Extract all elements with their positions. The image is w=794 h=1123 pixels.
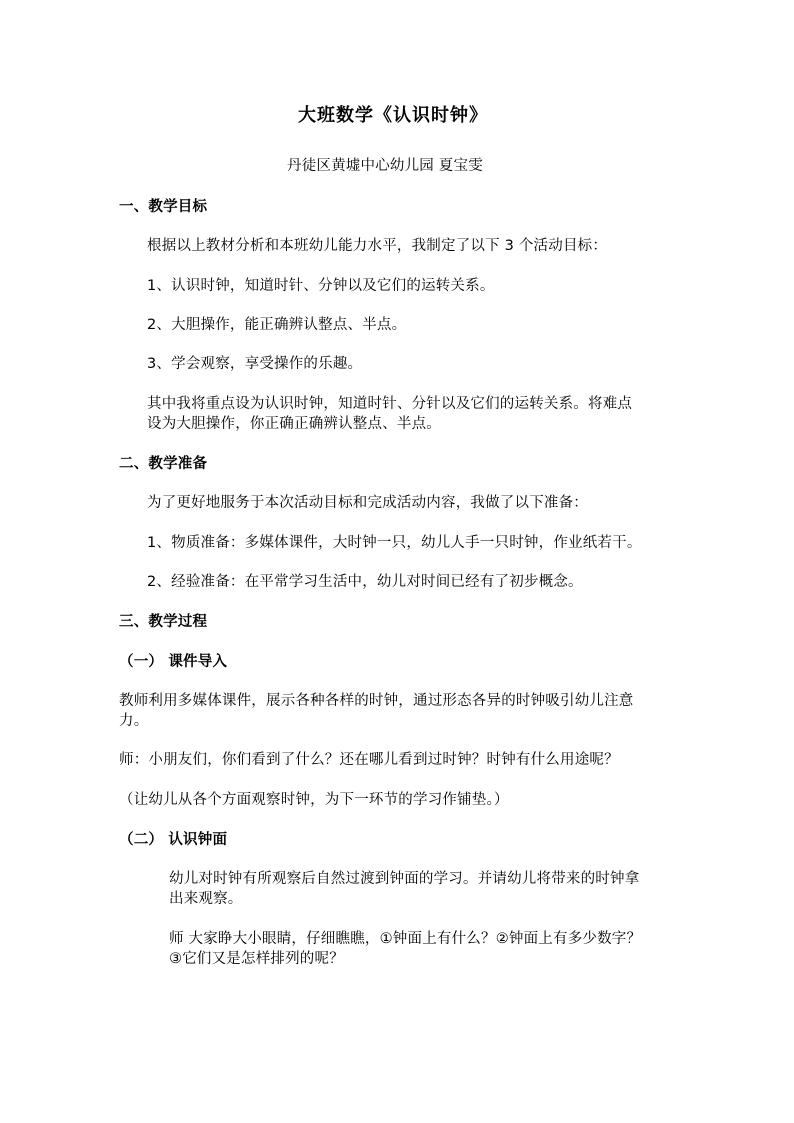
part1-para-line1: 教师利用多媒体课件，展示各种各样的时钟，通过形态各异的时钟吸引幼儿注意 [119,693,634,709]
prep-item-1: 1、物质准备：多媒体课件，大时钟一只，幼儿人手一只时钟，作业纸若干。 [147,535,642,551]
goal-item-3: 3、学会观察，享受操作的乐趣。 [147,356,363,372]
author-line: 丹徒区黄墟中心幼儿园 夏宝雯 [287,158,483,174]
part1-para-line2: 力。 [119,713,149,729]
part2-question-line2: ③它们又是怎样排列的呢？ [169,951,344,967]
section1-intro: 根据以上教材分析和本班幼儿能力水平，我制定了以下 3 个活动目标： [147,238,608,254]
goal-item-2: 2、大胆操作，能正确辨认整点、半点。 [147,317,407,333]
section1-summary-line2: 设为大胆操作，你正确正确辨认整点、半点。 [147,416,441,432]
part2-question-line1: 师 大家睁大小眼睛，仔细瞧瞧，①钟面上有什么？②钟面上有多少数字？ [169,931,642,947]
section1-heading: 一、教学目标 [119,199,208,215]
part2-para-line1: 幼儿对时钟有所观察后自然过渡到钟面的学习。并请幼儿将带来的时钟拿 [169,871,640,887]
prep-item-2: 2、经验准备：在平常学习生活中，幼儿对时间已经有了初步概念。 [147,574,583,590]
section2-heading: 二、教学准备 [119,456,208,472]
section1-summary-line1: 其中我将重点设为认识时钟，知道时针、分针以及它们的运转关系。将难点 [147,396,633,412]
document-title: 大班数学《认识时钟》 [298,105,488,126]
part2-para-line2: 出来观察。 [169,891,243,907]
part1-heading: （一） 课件导入 [119,654,228,670]
goal-item-1: 1、认识时钟，知道时针、分钟以及它们的运转关系。 [147,278,495,294]
part2-heading: （二） 认识钟面 [119,832,228,848]
section3-heading: 三、教学过程 [119,614,208,630]
section2-intro: 为了更好地服务于本次活动目标和完成活动内容，我做了以下准备： [147,495,588,511]
part1-note: （让幼儿从各个方面观察时钟，为下一环节的学习作铺垫。） [119,792,509,808]
part1-question: 师：小朋友们，你们看到了什么？还在哪儿看到过时钟？时钟有什么用途呢？ [119,752,619,768]
